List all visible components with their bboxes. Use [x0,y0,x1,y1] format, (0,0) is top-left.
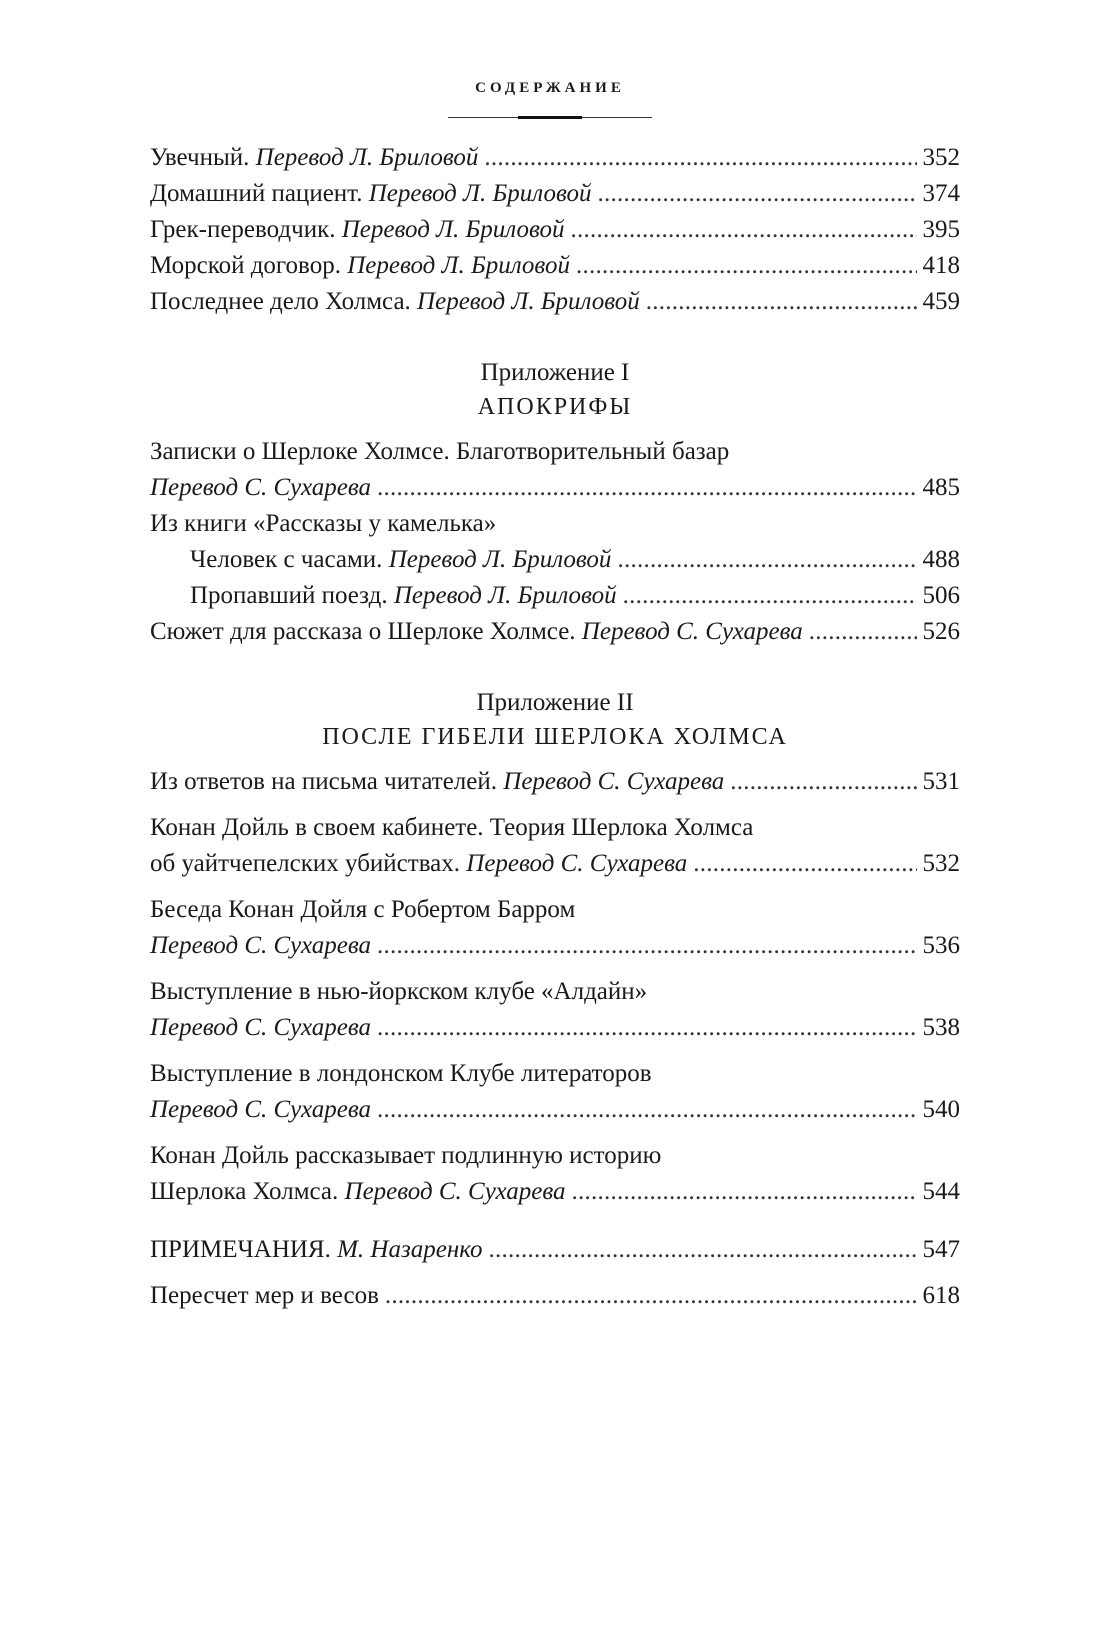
toc-entry[interactable] [150,928,960,964]
entry-page: 485 [922,474,960,501]
entry-page: 547 [922,1236,960,1263]
leader-dots [730,764,916,800]
leader-dots [646,284,917,320]
entry-title: Конан Дойль рассказывает подлинную историю [150,1142,662,1169]
entry-title: Конан Дойль в своем кабинете. Теория Шерлока Холмса [150,814,754,841]
toc-entry[interactable] [150,542,960,578]
appendix-name: ПОСЛЕ ГИБЕЛИ ШЕРЛОКА ХОЛМСА [322,724,788,750]
entry-translator: Перевод Л. Бриловой [368,180,592,207]
running-head: СОДЕРЖАНИЕ [475,80,625,96]
toc-entry[interactable] [150,212,960,248]
entry-title: Сюжет для рассказа о Шерлоке Холмсе. [150,618,576,645]
toc-entry-title-line[interactable] [150,974,960,1010]
entry-translator: Перевод Л. Бриловой [341,216,565,243]
entry-translator: Перевод Л. Бриловой [388,546,612,573]
leader-dots [693,846,916,882]
leader-dots [617,542,916,578]
entry-title: Человек с часами. [190,546,383,573]
toc-entry[interactable] [150,1092,960,1128]
running-head-rule-accent [518,116,582,119]
entry-translator: Перевод С. Сухарева [150,1096,371,1123]
leader-dots [484,140,916,176]
entry-title: Беседа Конан Дойля с Робертом Барром [150,896,576,923]
entry-page: 526 [922,618,960,645]
entry-page: 459 [922,288,960,315]
entry-page: 418 [922,252,960,279]
entry-title: ПРИМЕЧАНИЯ. [150,1236,331,1263]
leader-dots [377,1092,917,1128]
toc-entry[interactable] [150,614,960,650]
entry-title: Увечный. [150,144,250,171]
toc-entry-title-line[interactable] [150,434,960,470]
entry-title: Из книги «Рассказы у камелька» [150,510,497,537]
appendix-label: Приложение I [480,359,630,386]
entry-translator: Перевод Л. Бриловой [255,144,479,171]
toc-entry[interactable] [150,764,960,800]
entry-page: 531 [922,768,960,795]
entry-title: Морской договор. [150,252,341,279]
entry-title: Выступление в нью-йоркском клубе «Алдайн» [150,978,648,1005]
toc-entry[interactable] [150,284,960,320]
appendix-label: Приложение II [476,689,634,716]
leader-dots [572,1174,917,1210]
toc-entry-title-line[interactable] [150,1138,960,1174]
toc-entry[interactable] [150,1010,960,1046]
toc-entry[interactable] [150,1174,960,1210]
entry-page: 538 [922,1014,960,1041]
entry-page: 395 [922,216,960,243]
entry-page: 352 [922,144,960,171]
leader-dots [571,212,917,248]
entry-page: 540 [922,1096,960,1123]
entry-title: Записки о Шерлоке Холмсе. Благотворительный базар [150,438,730,465]
entry-page: 618 [922,1282,960,1309]
entry-title: Пересчет мер и весов [150,1282,379,1309]
entry-title: Пропавший поезд. [190,582,388,609]
entry-page: 532 [922,850,960,877]
entry-translator: Перевод Л. Бриловой [417,288,640,315]
toc-entry-title-line[interactable] [150,892,960,928]
leader-dots [623,578,917,614]
entry-translator: Перевод С. Сухарева [503,768,725,795]
entry-translator: Перевод Л. Бриловой [347,252,570,279]
entry-title-cont: Шерлока Холмса. [150,1178,339,1205]
toc-entry-title-line[interactable] [150,810,960,846]
entry-page: 488 [922,546,960,573]
entry-title: Выступление в лондонском Клубе литераторов [150,1060,652,1087]
toc-entry[interactable] [150,248,960,284]
entry-translator: Перевод С. Сухарева [344,1178,566,1205]
leader-dots [809,614,917,650]
entry-page: 374 [922,180,960,207]
leader-dots [377,928,917,964]
entry-translator: Перевод С. Сухарева [150,1014,371,1041]
entry-translator: Перевод С. Сухарева [581,618,803,645]
entry-translator: Перевод С. Сухарева [150,474,371,501]
toc-entry[interactable] [150,578,960,614]
leader-dots [377,470,917,506]
leader-dots [597,176,916,212]
entry-title: Из ответов на письма читателей. [150,768,498,795]
toc-entry[interactable] [150,176,960,212]
entry-title: Грек-переводчик. [150,216,336,243]
entry-translator: Перевод С. Сухарева [150,932,371,959]
leader-dots [377,1010,917,1046]
leader-dots [576,248,917,284]
toc-entry-title-line[interactable] [150,1056,960,1092]
entry-title: Домашний пациент. [150,180,363,207]
leader-dots [488,1232,916,1268]
table-of-contents [150,140,960,1314]
entry-translator: Перевод С. Сухарева [466,850,688,877]
toc-entry[interactable] [150,470,960,506]
toc-entry[interactable] [150,140,960,176]
entry-page: 544 [922,1178,960,1205]
entry-page: 536 [922,932,960,959]
entry-title: Последнее дело Холмса. [150,288,411,315]
leader-dots [385,1278,917,1314]
entry-title-cont: об уайтчепелских убийствах. [150,850,461,877]
toc-entry-notes[interactable] [150,1232,960,1268]
entry-author: М. Назаренко [337,1236,483,1263]
entry-translator: Перевод Л. Бриловой [393,582,617,609]
toc-entry[interactable] [150,846,960,882]
entry-page: 506 [922,582,960,609]
toc-group-heading [150,506,960,542]
appendix-name: АПОКРИФЫ [477,394,633,420]
toc-entry-measures[interactable] [150,1278,960,1314]
